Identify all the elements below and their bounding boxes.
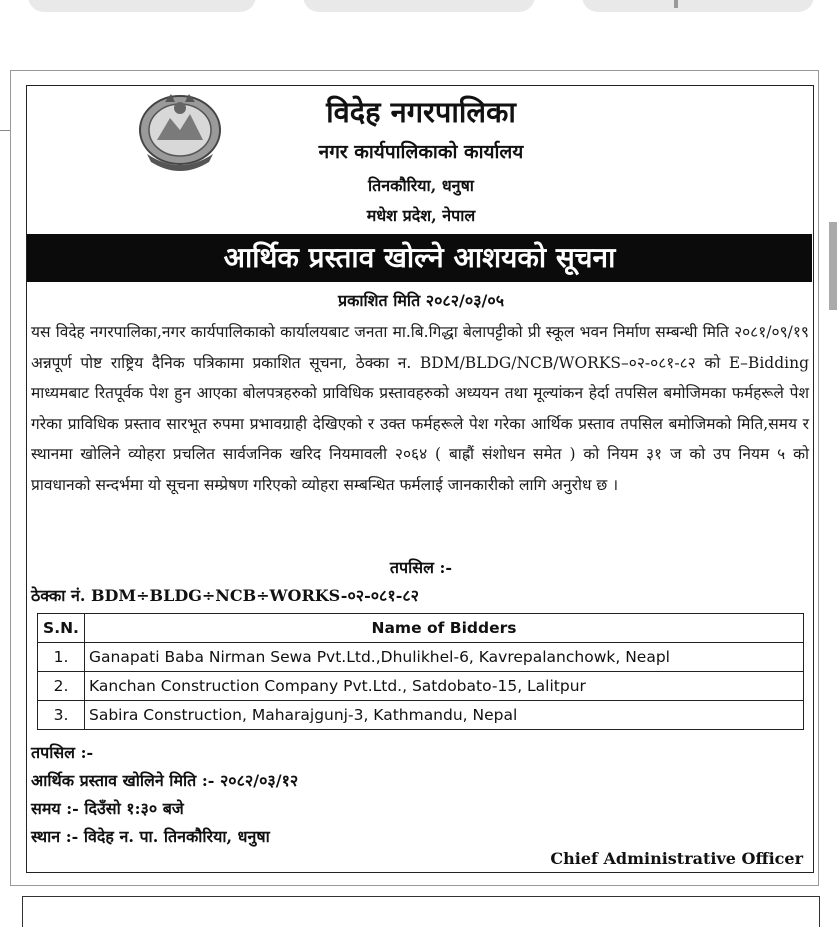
table-row [38, 672, 804, 701]
top-tab-3[interactable] [582, 0, 814, 12]
row-sn: 1. [38, 643, 85, 672]
left-edge-mark [0, 130, 10, 131]
address-line-1: तिनकौरिया, धनुषा [368, 176, 474, 195]
schedule-heading: तपसिल :- [389, 558, 453, 577]
row-bidder-name: Ganapati Baba Nirman Sewa Pvt.Ltd.,Dhulikhel-6, Kavrepalanchowk, Neapl [85, 643, 804, 672]
footer-schedule-heading: तपसिल :- [31, 743, 94, 762]
notice-title-banner: आर्थिक प्रस्ताव खोल्ने आशयको सूचना [27, 234, 812, 282]
published-date: प्रकाशित मिति २०८२/०३/०५ [337, 291, 505, 310]
signatory: Chief Administrative Officer [550, 849, 803, 868]
column-header-sn: S.N. [38, 614, 85, 643]
contract-number: ठेक्का नं. BDM÷BLDG÷NCB÷WORKS-०२-०८१-८२ [31, 586, 419, 605]
top-tab-2[interactable] [303, 0, 535, 12]
next-notice-card [22, 896, 820, 927]
article-divider [10, 885, 818, 886]
row-sn: 3. [38, 701, 85, 730]
office-name: नगर कार्यपालिकाको कार्यालय [318, 141, 524, 163]
notice-document [26, 85, 814, 873]
notice-body: यस विदेह नगरपालिका,नगर कार्यपालिकाको कार्यालयबाट जनता मा.बि.गिद्धा बेलापट्टीको प्री स्कूल भवन निर्माण सम्बन्धी मिति २०८१/०९/१९ अन्नपूर्ण पोष्ट राष्ट्रिय दैनिक पत्रिकामा प्रकाशित सूचना, ठेक्का न. BDM/BLDG/NCB/WORKS–०२-०८१-८२ को E–Bidding माध्यमबाट रितपूर्वक पेश हुन आएका बोलपत्रहरुको प्राविधिक प्रस्तावहरुको अध्ययन तथा मूल्यांकन हेर्दा तपसिल बमोजिमका फर्महरूले पेश गरेका प्राविधिक प्रस्ताव सारभूत रुपमा प्रभावग्राही देखिएको र उक्त फर्महरूले पेश गरेका आर्थिक प्रस्ताव तपसिल बमोजिमको मिति,समय र स्थानमा खोलिने व्योहरा प्रचलित सार्वजनिक खरिद नियमावली २०६४ ( बाह्रौं संशोधन समेत ) को नियम ३१ ज को उप नियम ५ को प्रावधानको सन्दर्भमा यो सूचना सम्प्रेषण गरिएको व्योहरा सम्बन्धित फर्मलाई जानकारीको लागि अनुरोध छ । [31, 323, 809, 494]
table-row [38, 701, 804, 730]
top-tab-1[interactable] [28, 0, 256, 12]
row-bidder-name: Sabira Construction, Maharajgunj-3, Kathmandu, Nepal [85, 701, 804, 730]
row-sn: 2. [38, 672, 85, 701]
org-name: विदेह नगरपालिका [326, 95, 516, 129]
row-bidder-name: Kanchan Construction Company Pvt.Ltd., Satdobato-15, Lalitpur [85, 672, 804, 701]
column-header-name: Name of Bidders [85, 614, 804, 643]
opening-place: स्थान :- विदेह न. पा. तिनकौरिया, धनुषा [31, 827, 270, 846]
address-line-2: मधेश प्रदेश, नेपाल [366, 206, 476, 225]
opening-time: समय :- दिउँसो १:३० बजे [31, 799, 184, 818]
tab-glyph-icon [674, 0, 678, 8]
table-row [38, 643, 804, 672]
bidders-table [37, 613, 804, 730]
table-header-row [38, 614, 804, 643]
opening-date: आर्थिक प्रस्ताव खोलिने मिति :- २०८२/०३/१२ [31, 771, 299, 790]
scrollbar-handle[interactable] [829, 222, 837, 310]
